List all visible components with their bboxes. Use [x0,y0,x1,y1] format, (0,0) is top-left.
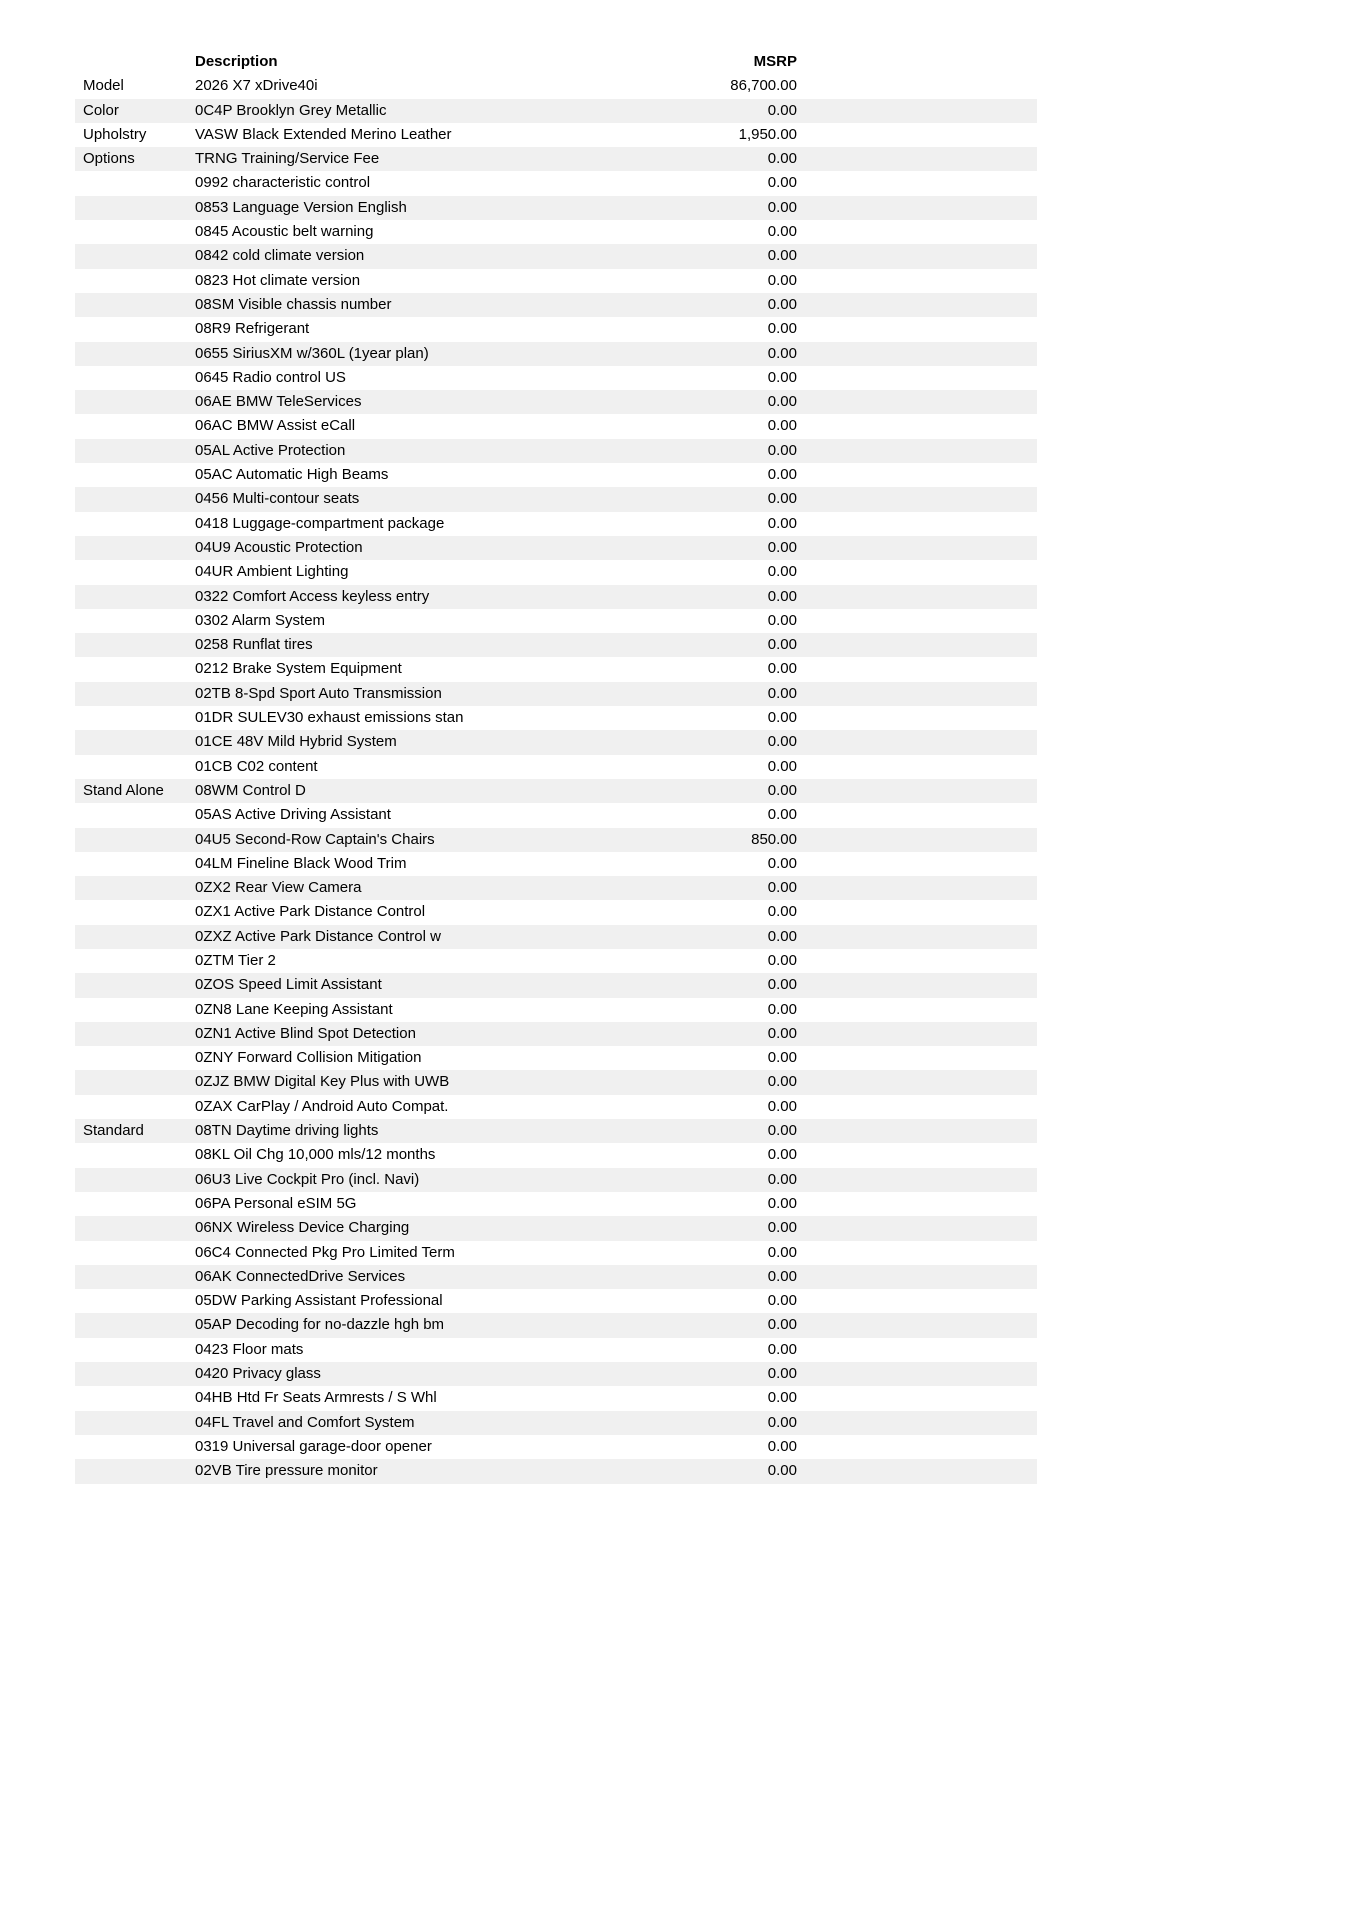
msrp-cell: 0.00 [767,611,797,629]
msrp-cell: 850.00 [751,830,797,848]
spacer-cell [797,779,1037,803]
spacer-cell [797,657,1037,681]
spacer-cell [797,366,1037,390]
description-cell: 06C4 Connected Pkg Pro Limited Term [195,1243,455,1261]
table-row [75,171,1037,195]
msrp-cell: 0.00 [767,247,797,265]
category-cell [75,925,195,949]
spacer-cell [797,998,1037,1022]
description-cell: 06AC BMW Assist eCall [195,417,356,435]
msrp-cell: 0.00 [767,1146,797,1164]
description-cell: 0420 Privacy glass [195,1365,321,1383]
spacer-cell [797,900,1037,924]
msrp-cell: 0.00 [767,587,797,605]
table-row [75,317,1037,341]
category-cell [75,487,195,511]
table-row [75,244,1037,268]
description-cell: 05AS Active Driving Assistant [195,806,391,824]
description-cell: 0ZXZ Active Park Distance Control w [195,927,441,945]
table-row [75,1095,1037,1119]
category-cell: Options [83,150,135,168]
table-row [75,949,1037,973]
category-cell [75,828,195,852]
category-cell [75,414,195,438]
category-cell [75,1046,195,1070]
spacer-cell [797,123,1037,147]
category-cell [75,1411,195,1435]
description-cell: 0845 Acoustic belt warning [195,223,374,241]
spacer-cell [797,536,1037,560]
description-cell: 08R9 Refrigerant [195,320,310,338]
category-cell [75,730,195,754]
description-cell: 2026 X7 xDrive40i [195,77,318,95]
category-cell [75,1313,195,1337]
msrp-cell: 0.00 [767,538,797,556]
table-row [75,706,1037,730]
description-cell: 0ZTM Tier 2 [195,951,276,969]
category-cell [75,560,195,584]
category-cell [75,1192,195,1216]
spacer-cell [797,876,1037,900]
msrp-cell: 0.00 [767,441,797,459]
description-cell: 0ZAX CarPlay / Android Auto Compat. [195,1097,449,1115]
table-row [75,852,1037,876]
spacer-cell [797,342,1037,366]
spacer-cell [797,414,1037,438]
description-cell: 01DR SULEV30 exhaust emissions stan [195,709,464,727]
spacer-cell [797,74,1037,98]
description-cell: 0258 Runflat tires [195,636,313,654]
spacer-cell [797,99,1037,123]
description-cell: 0212 Brake System Equipment [195,660,402,678]
description-cell: 0ZN1 Active Blind Spot Detection [195,1024,416,1042]
spacer-cell [797,1241,1037,1265]
table-row [75,1289,1037,1313]
msrp-cell: 0.00 [767,806,797,824]
table-row [75,755,1037,779]
table-row [75,99,1037,123]
msrp-cell: 0.00 [767,1243,797,1261]
spacer-cell [797,439,1037,463]
description-cell: TRNG Training/Service Fee [195,150,380,168]
description-cell: 04UR Ambient Lighting [195,563,349,581]
spacer-cell [797,585,1037,609]
spacer-cell [797,293,1037,317]
table-row [75,682,1037,706]
spacer-cell [797,1386,1037,1410]
table-row [75,1362,1037,1386]
spacer-cell [797,560,1037,584]
spacer-cell [797,487,1037,511]
category-cell [75,852,195,876]
category-cell [75,463,195,487]
description-cell: 02VB Tire pressure monitor [195,1462,378,1480]
description-cell: 08TN Daytime driving lights [195,1122,379,1140]
spacer-cell [797,949,1037,973]
spacer-cell [797,1095,1037,1119]
category-cell [75,876,195,900]
description-cell: 04LM Fineline Black Wood Trim [195,854,407,872]
spacer-cell [797,171,1037,195]
description-cell: 08KL Oil Chg 10,000 mls/12 months [195,1146,436,1164]
category-cell: Model [83,77,124,95]
spacer-cell [797,1289,1037,1313]
spacer-cell [797,196,1037,220]
table-row [75,1386,1037,1410]
table-row [75,633,1037,657]
spacer-cell [797,730,1037,754]
msrp-cell: 0.00 [767,1437,797,1455]
spacer-cell [797,1119,1037,1143]
description-cell: 0ZNY Forward Collision Mitigation [195,1049,422,1067]
description-cell: 0ZX1 Active Park Distance Control [195,903,426,921]
table-row [75,1313,1037,1337]
category-cell [75,1289,195,1313]
category-cell [75,1435,195,1459]
description-cell: 0302 Alarm System [195,611,326,629]
table-row [75,1241,1037,1265]
spacer-cell [797,973,1037,997]
msrp-cell: 0.00 [767,417,797,435]
msrp-cell: 0.00 [767,1292,797,1310]
category-cell [75,317,195,341]
category-cell [75,1070,195,1094]
msrp-cell: 0.00 [767,368,797,386]
description-cell: 0992 characteristic control [195,174,371,192]
msrp-cell: 0.00 [767,684,797,702]
category-cell [75,609,195,633]
category-cell [75,585,195,609]
table-row [75,585,1037,609]
category-cell [75,1216,195,1240]
table-row [75,147,1037,171]
msrp-cell: 0.00 [767,271,797,289]
category-cell [75,633,195,657]
table-header [75,50,1037,74]
msrp-cell: 0.00 [767,757,797,775]
spacer-cell [797,1459,1037,1483]
category-cell [75,439,195,463]
spacer-cell [797,390,1037,414]
msrp-cell: 0.00 [767,1365,797,1383]
description-cell: 0ZOS Speed Limit Assistant [195,976,382,994]
msrp-cell: 0.00 [767,903,797,921]
msrp-cell: 0.00 [767,223,797,241]
table-row [75,900,1037,924]
spacer-cell [797,828,1037,852]
msrp-cell: 0.00 [767,854,797,872]
table-row [75,74,1037,98]
description-cell: 0C4P Brooklyn Grey Metallic [195,101,387,119]
category-cell [75,390,195,414]
spacer-cell [797,1435,1037,1459]
msrp-cell: 0.00 [767,660,797,678]
category-cell: Stand Alone [83,781,164,799]
table-row [75,414,1037,438]
description-cell: 0823 Hot climate version [195,271,361,289]
msrp-cell: 86,700.00 [730,77,797,95]
msrp-cell: 0.00 [767,320,797,338]
category-cell [75,1095,195,1119]
category-cell [75,536,195,560]
header-row [75,50,1037,74]
table-row [75,1435,1037,1459]
msrp-cell: 0.00 [767,198,797,216]
category-cell [75,657,195,681]
description-cell: 06U3 Live Cockpit Pro (incl. Navi) [195,1170,420,1188]
category-cell [75,244,195,268]
description-cell: 0319 Universal garage-door opener [195,1437,432,1455]
table-row [75,536,1037,560]
description-cell: 0655 SiriusXM w/360L (1year plan) [195,344,429,362]
table-row [75,779,1037,803]
description-cell: 02TB 8-Spd Sport Auto Transmission [195,684,442,702]
spacer-cell [797,463,1037,487]
spacer-cell [797,512,1037,536]
description-cell: 04HB Htd Fr Seats Armrests / S Whl [195,1389,437,1407]
table-row [75,293,1037,317]
table-row [75,609,1037,633]
table-row [75,657,1037,681]
description-cell: 0322 Comfort Access keyless entry [195,587,430,605]
category-cell [75,171,195,195]
spacer-header [797,50,1037,74]
category-cell [75,293,195,317]
table-row [75,439,1037,463]
spacer-cell [797,1022,1037,1046]
msrp-cell: 0.00 [767,150,797,168]
spacer-cell [797,1362,1037,1386]
table-row [75,1216,1037,1240]
msrp-cell: 0.00 [767,1413,797,1431]
category-cell: Upholstry [83,125,147,143]
category-cell [75,1386,195,1410]
table-row [75,463,1037,487]
table-row [75,1338,1037,1362]
category-cell [75,949,195,973]
table-row [75,342,1037,366]
msrp-cell: 0.00 [767,1097,797,1115]
table-body [75,74,1037,1483]
description-cell: 06AK ConnectedDrive Services [195,1267,406,1285]
table-row [75,1046,1037,1070]
spacer-cell [797,1070,1037,1094]
spacer-cell [797,1265,1037,1289]
spacer-cell [797,1338,1037,1362]
description-cell: 0ZJZ BMW Digital Key Plus with UWB [195,1073,450,1091]
table-row [75,560,1037,584]
category-cell [75,755,195,779]
vehicle-options-table [75,50,1037,1484]
category-cell [75,973,195,997]
description-cell: 04U9 Acoustic Protection [195,538,363,556]
table-row [75,876,1037,900]
table-row [75,512,1037,536]
table-row [75,1070,1037,1094]
spacer-cell [797,269,1037,293]
table-row [75,925,1037,949]
description-cell: 0842 cold climate version [195,247,365,265]
table-row [75,220,1037,244]
msrp-cell: 0.00 [767,514,797,532]
spacer-cell [797,1192,1037,1216]
description-cell: 0423 Floor mats [195,1340,304,1358]
table-row [75,828,1037,852]
category-cell [75,706,195,730]
msrp-cell: 0.00 [767,1000,797,1018]
description-cell: 0645 Radio control US [195,368,346,386]
spacer-cell [797,317,1037,341]
table-row [75,366,1037,390]
spacer-cell [797,852,1037,876]
category-cell: Color [83,101,119,119]
msrp-cell: 1,950.00 [738,125,797,143]
description-cell: 01CE 48V Mild Hybrid System [195,733,397,751]
description-cell: 06PA Personal eSIM 5G [195,1194,357,1212]
category-cell [75,1241,195,1265]
table-row [75,1119,1037,1143]
msrp-cell: 0.00 [767,101,797,119]
description-cell: 05DW Parking Assistant Professional [195,1292,443,1310]
description-cell: 08WM Control D [195,781,306,799]
msrp-cell: 0.00 [767,393,797,411]
description-cell: VASW Black Extended Merino Leather [195,125,452,143]
category-cell [75,196,195,220]
table-row [75,1459,1037,1483]
table-row [75,196,1037,220]
table-row [75,803,1037,827]
description-cell: 0ZX2 Rear View Camera [195,879,362,897]
description-cell: 0ZN8 Lane Keeping Assistant [195,1000,393,1018]
msrp-cell: 0.00 [767,174,797,192]
msrp-cell: 0.00 [767,490,797,508]
description-cell: 0853 Language Version English [195,198,407,216]
description-cell: 08SM Visible chassis number [195,295,392,313]
category-cell [75,1362,195,1386]
category-cell [75,1022,195,1046]
table-row [75,1022,1037,1046]
msrp-cell: 0.00 [767,951,797,969]
spacer-cell [797,244,1037,268]
category-cell [75,220,195,244]
description-cell: 05AP Decoding for no-dazzle hgh bm [195,1316,445,1334]
spacer-cell [797,1411,1037,1435]
description-cell: 0418 Luggage-compartment package [195,514,445,532]
msrp-cell: 0.00 [767,879,797,897]
msrp-cell: 0.00 [767,636,797,654]
table-row [75,998,1037,1022]
table-row [75,390,1037,414]
table-row [75,1192,1037,1216]
msrp-cell: 0.00 [767,733,797,751]
description-cell: 06NX Wireless Device Charging [195,1219,410,1237]
msrp-cell: 0.00 [767,1170,797,1188]
category-cell [75,1143,195,1167]
description-cell: 04FL Travel and Comfort System [195,1413,415,1431]
table-row [75,123,1037,147]
category-header [75,50,195,74]
category-cell [75,512,195,536]
table-row [75,1168,1037,1192]
spacer-cell [797,925,1037,949]
msrp-cell: 0.00 [767,1316,797,1334]
spacer-cell [797,633,1037,657]
spacer-cell [797,220,1037,244]
table-row [75,730,1037,754]
spacer-cell [797,147,1037,171]
spacer-cell [797,1143,1037,1167]
category-cell [75,269,195,293]
category-cell [75,1168,195,1192]
table-row [75,1265,1037,1289]
spacer-cell [797,1168,1037,1192]
category-cell [75,342,195,366]
msrp-cell: 0.00 [767,1340,797,1358]
msrp-cell: 0.00 [767,1073,797,1091]
category-cell [75,900,195,924]
msrp-cell: 0.00 [767,709,797,727]
msrp-cell: 0.00 [767,1049,797,1067]
description-cell: 05AL Active Protection [195,441,346,459]
msrp-cell: 0.00 [767,295,797,313]
msrp-cell: 0.00 [767,1462,797,1480]
description-header: Description [195,53,278,70]
spacer-cell [797,706,1037,730]
msrp-cell: 0.00 [767,563,797,581]
msrp-cell: 0.00 [767,1389,797,1407]
table-row [75,1411,1037,1435]
category-cell: Standard [83,1122,144,1140]
msrp-cell: 0.00 [767,976,797,994]
msrp-cell: 0.00 [767,1194,797,1212]
table-row [75,487,1037,511]
spacer-cell [797,803,1037,827]
msrp-cell: 0.00 [767,466,797,484]
spacer-cell [797,1313,1037,1337]
spacer-cell [797,1046,1037,1070]
description-cell: 01CB C02 content [195,757,318,775]
category-cell [75,366,195,390]
msrp-cell: 0.00 [767,1219,797,1237]
msrp-cell: 0.00 [767,927,797,945]
category-cell [75,1459,195,1483]
description-cell: 0456 Multi-contour seats [195,490,360,508]
description-cell: 04U5 Second-Row Captain's Chairs [195,830,435,848]
category-cell [75,1338,195,1362]
category-cell [75,682,195,706]
spacer-cell [797,609,1037,633]
category-cell [75,803,195,827]
msrp-cell: 0.00 [767,344,797,362]
msrp-cell: 0.00 [767,1267,797,1285]
msrp-cell: 0.00 [767,781,797,799]
category-cell [75,998,195,1022]
spacer-cell [797,682,1037,706]
msrp-cell: 0.00 [767,1122,797,1140]
table-row [75,973,1037,997]
description-cell: 06AE BMW TeleServices [195,393,362,411]
msrp-header: MSRP [753,53,797,70]
category-cell [75,1265,195,1289]
spacer-cell [797,755,1037,779]
spacer-cell [797,1216,1037,1240]
table-row [75,1143,1037,1167]
table-row [75,269,1037,293]
msrp-cell: 0.00 [767,1024,797,1042]
description-cell: 05AC Automatic High Beams [195,466,389,484]
